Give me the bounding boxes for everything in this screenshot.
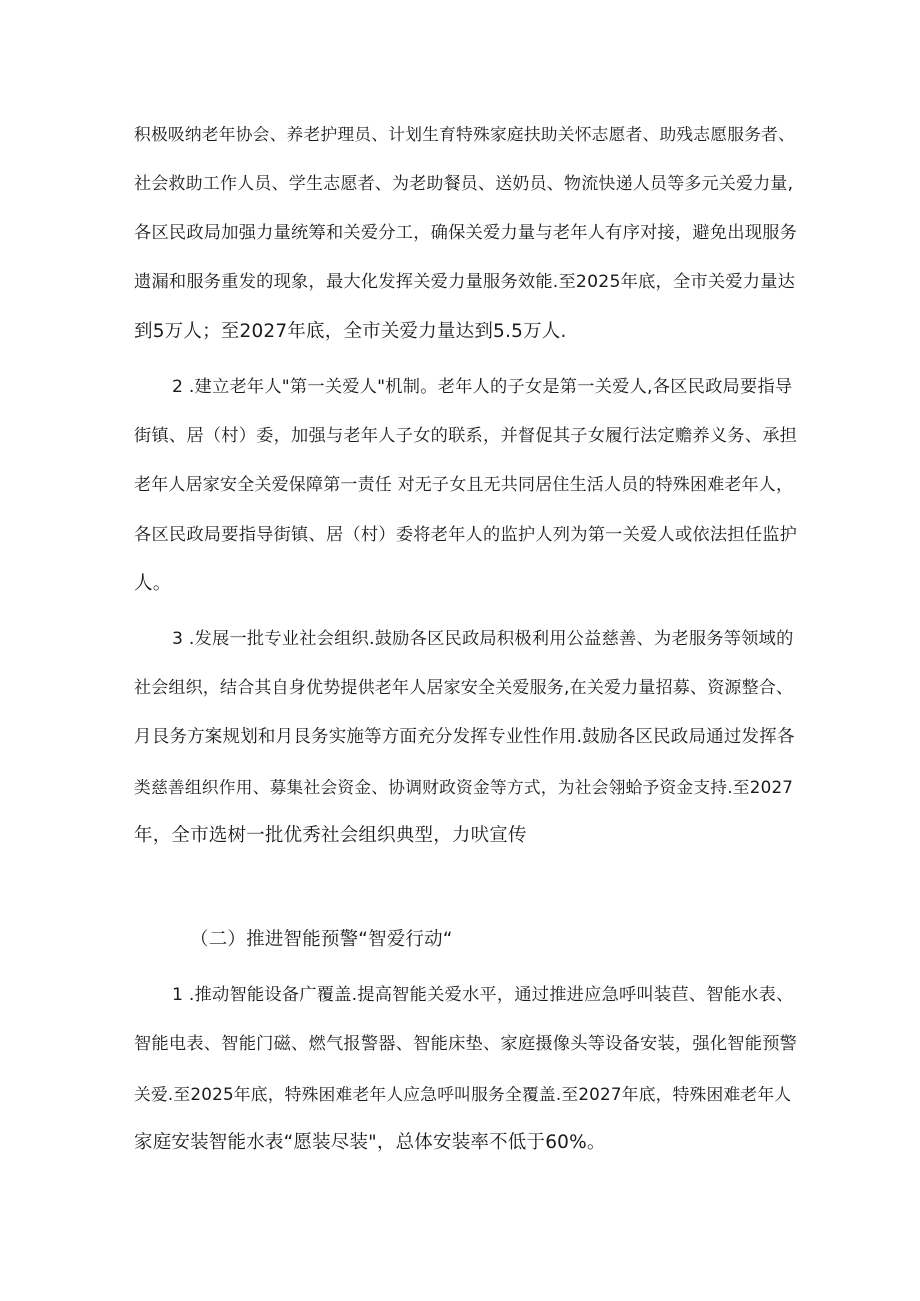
item-2-line-2: 街镇、居（村）委，加强与老年人子女的联系，并督促其子女履行法定赡养义务、承担	[134, 426, 798, 446]
paragraph-1-line-5: 到5万人；至2027年底，全市关爱力量达到5.5万人.	[134, 321, 567, 342]
section-2-item-1-line-1: 1 .推动智能设备广覆盖.提高智能关爱水平，通过推进应急呼叫装苣、智能水表、	[172, 985, 794, 1005]
item-2-line-1: 2 .建立老年人"第一关爱人"机制。老年人的子女是第一关爱人,各区民政局要指导	[172, 377, 793, 397]
item-3-line-2: 社会组织，结合其自身优势提供老年人居家安全关爱服务,在关爱力量招募、资源整合、	[134, 678, 794, 698]
paragraph-1-line-2: 社会救助工作人员、学生志愿者、为老助餐员、送奶员、物流快递人员等多元关爱力量,	[134, 174, 794, 194]
section-2-item-1-line-2: 智能电表、智能门磁、燃气报警器、智能床垫、家庭摄像头等设备安装，强化智能预警	[134, 1034, 798, 1054]
item-3-line-1: 3 .发展一批专业社会组织.鼓励各区民政局积极利用公益慈善、为老服务等领域的	[172, 629, 794, 649]
section-heading: （二）推进智能预警“智爱行动“	[190, 929, 453, 950]
item-3-line-3: 月艮务方案规划和月艮务实施等方面充分发挥专业性作用.鼓励各区民政局通过发挥各	[134, 727, 795, 747]
paragraph-1-line-3: 各区民政局加强力量统筹和关爱分工，确保关爱力量与老年人有序对接，避免出现服务	[134, 223, 798, 243]
item-2-line-4: 各区民政局要指导街镇、居（村）委将老年人的监护人列为第一关爱人或依法担任监护	[134, 525, 798, 545]
paragraph-1-line-1: 积极吸纳老年协会、养老护理员、计划生育特殊家庭扶助关怀志愿者、助残志愿服务者、	[134, 124, 796, 144]
item-3-line-4: 类慈善组织作用、募集社会资金、协调财政资金等方式，为社会翎蛤予资金支持.至2027	[134, 777, 794, 797]
section-2-item-1-line-4: 家庭安装智能水表“愿装尽装"，总体安装率不低于60%。	[134, 1132, 606, 1153]
item-2-line-3: 老年人居家安全关爱保障第一责任 对无子女且无共同居住生活人员的特殊困难老年人，	[134, 475, 794, 495]
paragraph-1-line-4: 遗漏和服务重发的现象，最大化发挥关爱力量服务效能.至2025年底，全市关爱力量达	[134, 272, 796, 292]
item-2-line-5: 人。	[134, 573, 172, 594]
section-2-item-1-line-3: 关爱.至2025年底，特殊困难老年人应急呼叫服务全覆盖.至2027年底，特殊困难老年人	[134, 1084, 792, 1104]
item-3-line-5: 年，全市选树一批优秀社会组织典型，力吠宣传	[134, 825, 527, 846]
